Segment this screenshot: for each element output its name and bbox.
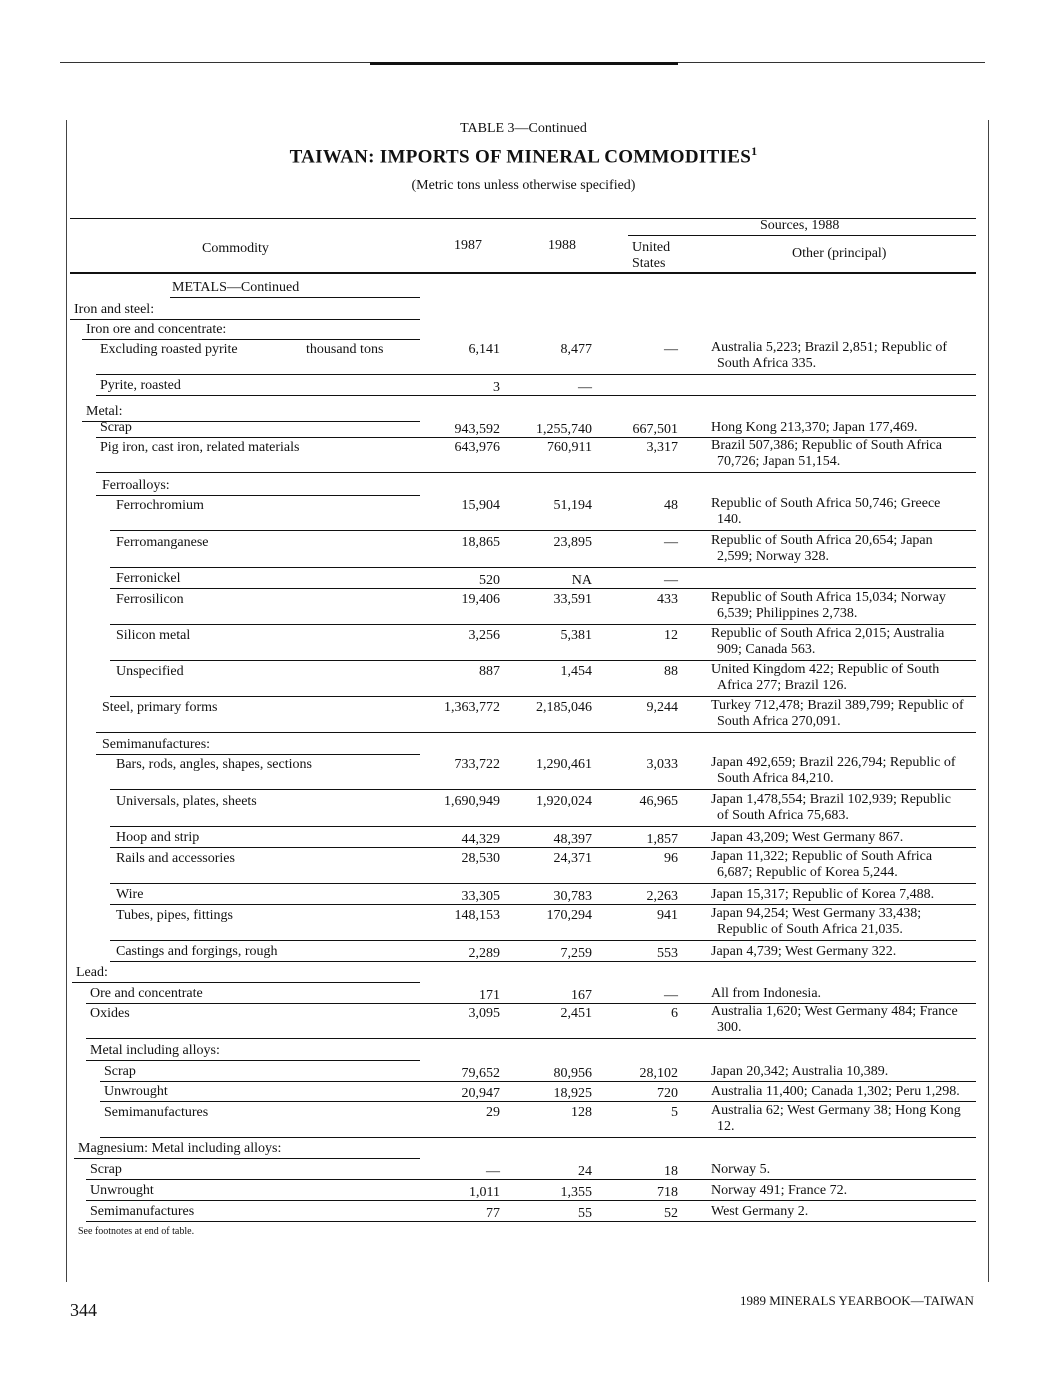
other-sources-line1: Japan 94,254; West Germany 33,438; [711, 906, 922, 921]
table-row-label: Semimanufactures [90, 1204, 195, 1219]
table-row-rule [74, 1158, 420, 1159]
table-cell-1987: 643,976 [454, 440, 500, 455]
table-row-label: Ferromanganese [116, 535, 209, 550]
table-row-rule [110, 789, 976, 790]
table-row-unit: thousand tons [306, 342, 384, 357]
table-cell-united-states: 3,033 [646, 757, 678, 772]
other-sources-line2: 6,687; Republic of Korea 5,244. [717, 865, 898, 880]
table-cell-other-sources [711, 792, 951, 824]
table-row-rule [70, 319, 420, 320]
table-cell-1987: 733,722 [454, 757, 500, 772]
other-sources-line2: 6,539; Philippines 2,738. [717, 606, 858, 621]
other-sources-line1: Japan 43,209; West Germany 867. [711, 830, 904, 845]
table-row-label: METALS—Continued [172, 280, 300, 295]
table-cell-united-states: — [664, 573, 678, 588]
table-row-label: Magnesium: Metal including alloys: [78, 1141, 282, 1156]
table-cell-united-states: 941 [657, 908, 678, 923]
right-margin-line [988, 120, 989, 1282]
table-row-rule [82, 421, 420, 422]
table-cell-1988: 18,925 [553, 1086, 592, 1101]
other-sources-line1: Norway 491; France 72. [711, 1183, 848, 1198]
table-cell-1987: 79,652 [461, 1066, 500, 1081]
table-cell-united-states: 667,501 [632, 422, 678, 437]
table-row-label: Castings and forgings, rough [116, 944, 278, 959]
running-footer: 1989 MINERALS YEARBOOK—TAIWAN [740, 1293, 974, 1308]
other-sources-line1: Australia 62; West Germany 38; Hong Kong [711, 1103, 961, 1118]
table-cell-1987: 943,592 [454, 422, 500, 437]
table-row-label: Steel, primary forms [102, 700, 218, 715]
table-row-label: Rails and accessories [116, 851, 235, 866]
other-sources-line2: 140. [717, 512, 742, 527]
other-sources-line2: South Africa 84,210. [717, 771, 834, 786]
table-cell-1988: 1,920,024 [536, 794, 592, 809]
table-cell-other-sources [711, 626, 944, 658]
table-cell-united-states: 88 [664, 664, 678, 679]
table-row-label: Metal including alloys: [90, 1043, 220, 1058]
table-cell-united-states: 46,965 [639, 794, 678, 809]
left-margin-line [66, 120, 67, 1282]
table-row-label: Excluding roasted pyrite [100, 342, 238, 357]
sources-rule [628, 235, 976, 236]
table-row-rule [86, 1179, 976, 1180]
table-row-label: Pig iron, cast iron, related materials [100, 440, 300, 455]
table-row-rule [100, 1081, 976, 1082]
table-cell-other-sources [711, 496, 940, 528]
other-sources-line2: of South Africa 75,683. [717, 808, 849, 823]
table-cell-1988: 1,255,740 [536, 422, 592, 437]
table-row-label: Tubes, pipes, fittings [116, 908, 233, 923]
other-sources-line2: South Africa 335. [717, 356, 817, 371]
table-row-label: Pyrite, roasted [100, 378, 181, 393]
table-cell-1987: 28,530 [461, 851, 500, 866]
table-cell-other-sources [711, 906, 921, 938]
page-title [0, 144, 1047, 168]
table-cell-1987: 3,256 [468, 628, 500, 643]
table-cell-1987: 19,406 [461, 592, 500, 607]
table-row-label: Ferronickel [116, 571, 181, 586]
table-row-label: Wire [116, 887, 144, 902]
other-sources-line1: Japan 4,739; West Germany 322. [711, 944, 897, 959]
table-cell-1988: 128 [571, 1105, 592, 1120]
table-cell-1987: 1,690,949 [444, 794, 500, 809]
other-sources-line1: Norway 5. [711, 1162, 771, 1177]
table-cell-other-sources [711, 755, 956, 787]
table-cell-other-sources [711, 1064, 888, 1080]
table-cell-other-sources [711, 986, 821, 1002]
table-row-label: Scrap [100, 420, 132, 435]
subtitle: (Metric tons unless otherwise specified) [411, 178, 636, 193]
table-cell-other-sources [711, 944, 896, 960]
table-cell-1988: 51,194 [553, 498, 592, 513]
top-rule-thick [370, 62, 678, 65]
other-sources-line2: South Africa 270,091. [717, 714, 841, 729]
other-sources-line2: Africa 277; Brazil 126. [717, 678, 847, 693]
col-commodity: Commodity [202, 241, 269, 256]
table-cell-1987: 15,904 [461, 498, 500, 513]
table-cell-1987: 77 [486, 1206, 500, 1221]
other-sources-line1: Brazil 507,386; Republic of South Africa [711, 438, 942, 453]
table-cell-united-states: 3,317 [646, 440, 678, 455]
table-row-rule [82, 339, 420, 340]
table-cell-1988: 23,895 [553, 535, 592, 550]
table-cell-united-states: 553 [657, 946, 678, 961]
table-cell-united-states: — [664, 535, 678, 550]
table-row-rule [110, 883, 976, 884]
table-row-rule [110, 660, 976, 661]
other-sources-line2: 300. [717, 1020, 742, 1035]
other-sources-line1: United Kingdom 422; Republic of South [711, 662, 940, 677]
table-row-label: Hoop and strip [116, 830, 200, 845]
footnote: See footnotes at end of table. [78, 1226, 195, 1237]
table-cell-other-sources [711, 698, 964, 730]
table-cell-1987: 20,947 [461, 1086, 500, 1101]
col-other-principal: Other (principal) [792, 246, 887, 261]
table-row-rule [170, 297, 420, 298]
table-cell-united-states: 2,263 [646, 889, 678, 904]
table-row-label: Bars, rods, angles, shapes, sections [116, 757, 312, 772]
table-cell-1988: 1,454 [560, 664, 592, 679]
other-sources-line2: Republic of South Africa 21,035. [717, 922, 903, 937]
table-cell-united-states: 6 [671, 1006, 678, 1021]
table-cell-1988: 30,783 [553, 889, 592, 904]
table-cell-other-sources [711, 590, 946, 622]
table-cell-1988: 1,290,461 [536, 757, 592, 772]
other-sources-line1: Japan 492,659; Brazil 226,794; Republic of [711, 755, 956, 770]
table-cell-1988: NA [571, 573, 592, 588]
other-sources-line1: Japan 11,322; Republic of South Africa [711, 849, 933, 864]
other-sources-line2: 909; Canada 563. [717, 642, 816, 657]
other-sources-line1: Australia 5,223; Brazil 2,851; Republic of [711, 340, 948, 355]
table-cell-other-sources [711, 1004, 958, 1036]
table-row-rule [110, 530, 976, 531]
header-top-rule [70, 218, 976, 219]
other-sources-line1: Turkey 712,478; Brazil 389,799; Republic of [711, 698, 964, 713]
table-cell-1987: 520 [479, 573, 500, 588]
table-cell-1988: 170,294 [546, 908, 592, 923]
table-cell-united-states: 52 [664, 1206, 678, 1221]
table-cell-other-sources [711, 662, 939, 694]
table-row-rule [110, 940, 976, 941]
other-sources-line1: Republic of South Africa 20,654; Japan [711, 533, 933, 548]
other-sources-line1: West Germany 2. [711, 1204, 809, 1219]
table-row-label: Iron and steel: [74, 302, 155, 317]
table-cell-1987: 3,095 [468, 1006, 500, 1021]
table-cell-1988: 5,381 [560, 628, 592, 643]
table-cell-united-states: — [664, 342, 678, 357]
table-row-label: Metal: [86, 404, 123, 419]
table-row-rule [72, 982, 420, 983]
table-cell-other-sources [711, 438, 942, 470]
table-cell-other-sources [711, 1204, 808, 1220]
table-cell-1988: 2,451 [560, 1006, 592, 1021]
table-cell-1988: 48,397 [553, 832, 592, 847]
table-cell-1988: — [578, 380, 592, 395]
title-footnote-mark: 1 [751, 144, 758, 158]
header-bottom-rule [70, 272, 976, 274]
table-cell-1987: 3 [493, 380, 500, 395]
table-row-label: Unwrought [90, 1183, 154, 1198]
table-row-rule [100, 1101, 976, 1102]
table-row-label: Iron ore and concentrate: [86, 322, 227, 337]
table-row-label: Lead: [76, 965, 108, 980]
table-row-label: Semimanufactures: [102, 737, 211, 752]
table-row-rule [110, 847, 976, 848]
table-cell-1988: 167 [571, 988, 592, 1003]
table-cell-1987: 1,363,772 [444, 700, 500, 715]
table-cell-united-states: 1,857 [646, 832, 678, 847]
other-sources-line2: 70,726; Japan 51,154. [717, 454, 841, 469]
table-row-rule [110, 624, 976, 625]
table-cell-1987: 2,289 [468, 946, 500, 961]
table-label: TABLE 3—Continued [460, 121, 587, 136]
table-row-rule [110, 826, 976, 827]
table-row-label: Scrap [90, 1162, 122, 1177]
table-row-rule [86, 1060, 420, 1061]
other-sources-line1: Japan 15,317; Republic of Korea 7,488. [711, 887, 935, 902]
other-sources-line1: Republic of South Africa 50,746; Greece [711, 496, 941, 511]
other-sources-line1: Australia 11,400; Canada 1,302; Peru 1,298. [711, 1084, 960, 1099]
other-sources-line1: Hong Kong 213,370; Japan 177,469. [711, 420, 918, 435]
other-sources-line1: Japan 20,342; Australia 10,389. [711, 1064, 889, 1079]
table-row-label: Ferroalloys: [102, 478, 170, 493]
col-sources: Sources, 1988 [760, 218, 840, 233]
other-sources-line1: All from Indonesia. [711, 986, 822, 1001]
table-row-label: Ore and concentrate [90, 986, 203, 1001]
table-row-label: Silicon metal [116, 628, 191, 643]
table-row-rule [86, 1200, 976, 1201]
table-row-rule [110, 961, 976, 962]
table-cell-1988: 80,956 [553, 1066, 592, 1081]
col-united-states: United States [632, 240, 671, 271]
table-cell-other-sources [711, 887, 934, 903]
table-cell-1987: 887 [479, 664, 500, 679]
table-row-label: Scrap [104, 1064, 136, 1079]
title-text: TAIWAN: IMPORTS OF MINERAL COMMODITIES [289, 146, 752, 168]
other-sources-line1: Republic of South Africa 2,015; Australia [711, 626, 945, 641]
table-cell-1987: 29 [486, 1105, 500, 1120]
table-cell-united-states: 718 [657, 1185, 678, 1200]
table-cell-1988: 7,259 [560, 946, 592, 961]
table-cell-other-sources [711, 1183, 847, 1199]
table-row-label: Ferrochromium [116, 498, 204, 513]
other-sources-line1: Republic of South Africa 15,034; Norway [711, 590, 946, 605]
table-cell-1988: 2,185,046 [536, 700, 592, 715]
table-row-rule [96, 495, 420, 496]
table-cell-other-sources [711, 1084, 960, 1100]
table-cell-other-sources [711, 830, 903, 846]
table-row-rule [110, 588, 976, 589]
table-cell-1988: 24 [578, 1164, 592, 1179]
table-cell-other-sources [711, 849, 932, 881]
table-row-rule [86, 1221, 976, 1222]
table-cell-1987: 44,329 [461, 832, 500, 847]
other-sources-line2: 2,599; Norway 328. [717, 549, 829, 564]
table-cell-1987: 148,153 [454, 908, 500, 923]
table-cell-1988: 1,355 [560, 1185, 592, 1200]
table-cell-united-states: 9,244 [646, 700, 678, 715]
table-cell-united-states: — [664, 988, 678, 1003]
other-sources-line2: 12. [717, 1119, 735, 1134]
table-row-rule [86, 1038, 976, 1039]
table-cell-1987: 171 [479, 988, 500, 1003]
table-cell-1988: 24,371 [553, 851, 592, 866]
table-cell-other-sources [711, 1103, 961, 1135]
table-cell-1987: — [486, 1164, 500, 1179]
table-cell-1988: 8,477 [560, 342, 592, 357]
table-cell-united-states: 720 [657, 1086, 678, 1101]
table-cell-united-states: 5 [671, 1105, 678, 1120]
table-row-label: Unspecified [116, 664, 184, 679]
table-cell-1987: 33,305 [461, 889, 500, 904]
table-row-rule [100, 1137, 976, 1138]
table-cell-united-states: 12 [664, 628, 678, 643]
table-row-rule [96, 472, 976, 473]
col-1987: 1987 [454, 238, 482, 253]
table-row-rule [96, 395, 976, 396]
table-cell-1987: 1,011 [469, 1185, 500, 1200]
table-row-label: Unwrought [104, 1084, 168, 1099]
table-cell-1988: 33,591 [553, 592, 592, 607]
table-row-label: Ferrosilicon [116, 592, 184, 607]
table-cell-united-states: 48 [664, 498, 678, 513]
table-row-label: Semimanufactures [104, 1105, 209, 1120]
other-sources-line1: Australia 1,620; West Germany 484; France [711, 1004, 958, 1019]
table-row-rule [110, 696, 976, 697]
table-cell-united-states: 18 [664, 1164, 678, 1179]
table-row-rule [110, 567, 976, 568]
table-cell-other-sources [711, 420, 918, 436]
table-cell-united-states: 28,102 [639, 1066, 678, 1081]
table-cell-1987: 6,141 [468, 342, 500, 357]
table-cell-other-sources [711, 1162, 770, 1178]
table-row-rule [110, 904, 976, 905]
table-row-rule [96, 754, 420, 755]
table-cell-1987: 18,865 [461, 535, 500, 550]
table-row-rule [96, 374, 976, 375]
table-cell-other-sources [711, 340, 947, 372]
table-row-rule [96, 732, 976, 733]
page-number: 344 [70, 1300, 97, 1320]
table-cell-1988: 55 [578, 1206, 592, 1221]
table-row-label: Universals, plates, sheets [116, 794, 257, 809]
col-1988: 1988 [548, 238, 576, 253]
table-cell-united-states: 96 [664, 851, 678, 866]
table-cell-united-states: 433 [657, 592, 678, 607]
other-sources-line1: Japan 1,478,554; Brazil 102,939; Republic [711, 792, 951, 807]
table-cell-1988: 760,911 [547, 440, 592, 455]
table-cell-other-sources [711, 533, 933, 565]
table-row-label: Oxides [90, 1006, 130, 1021]
